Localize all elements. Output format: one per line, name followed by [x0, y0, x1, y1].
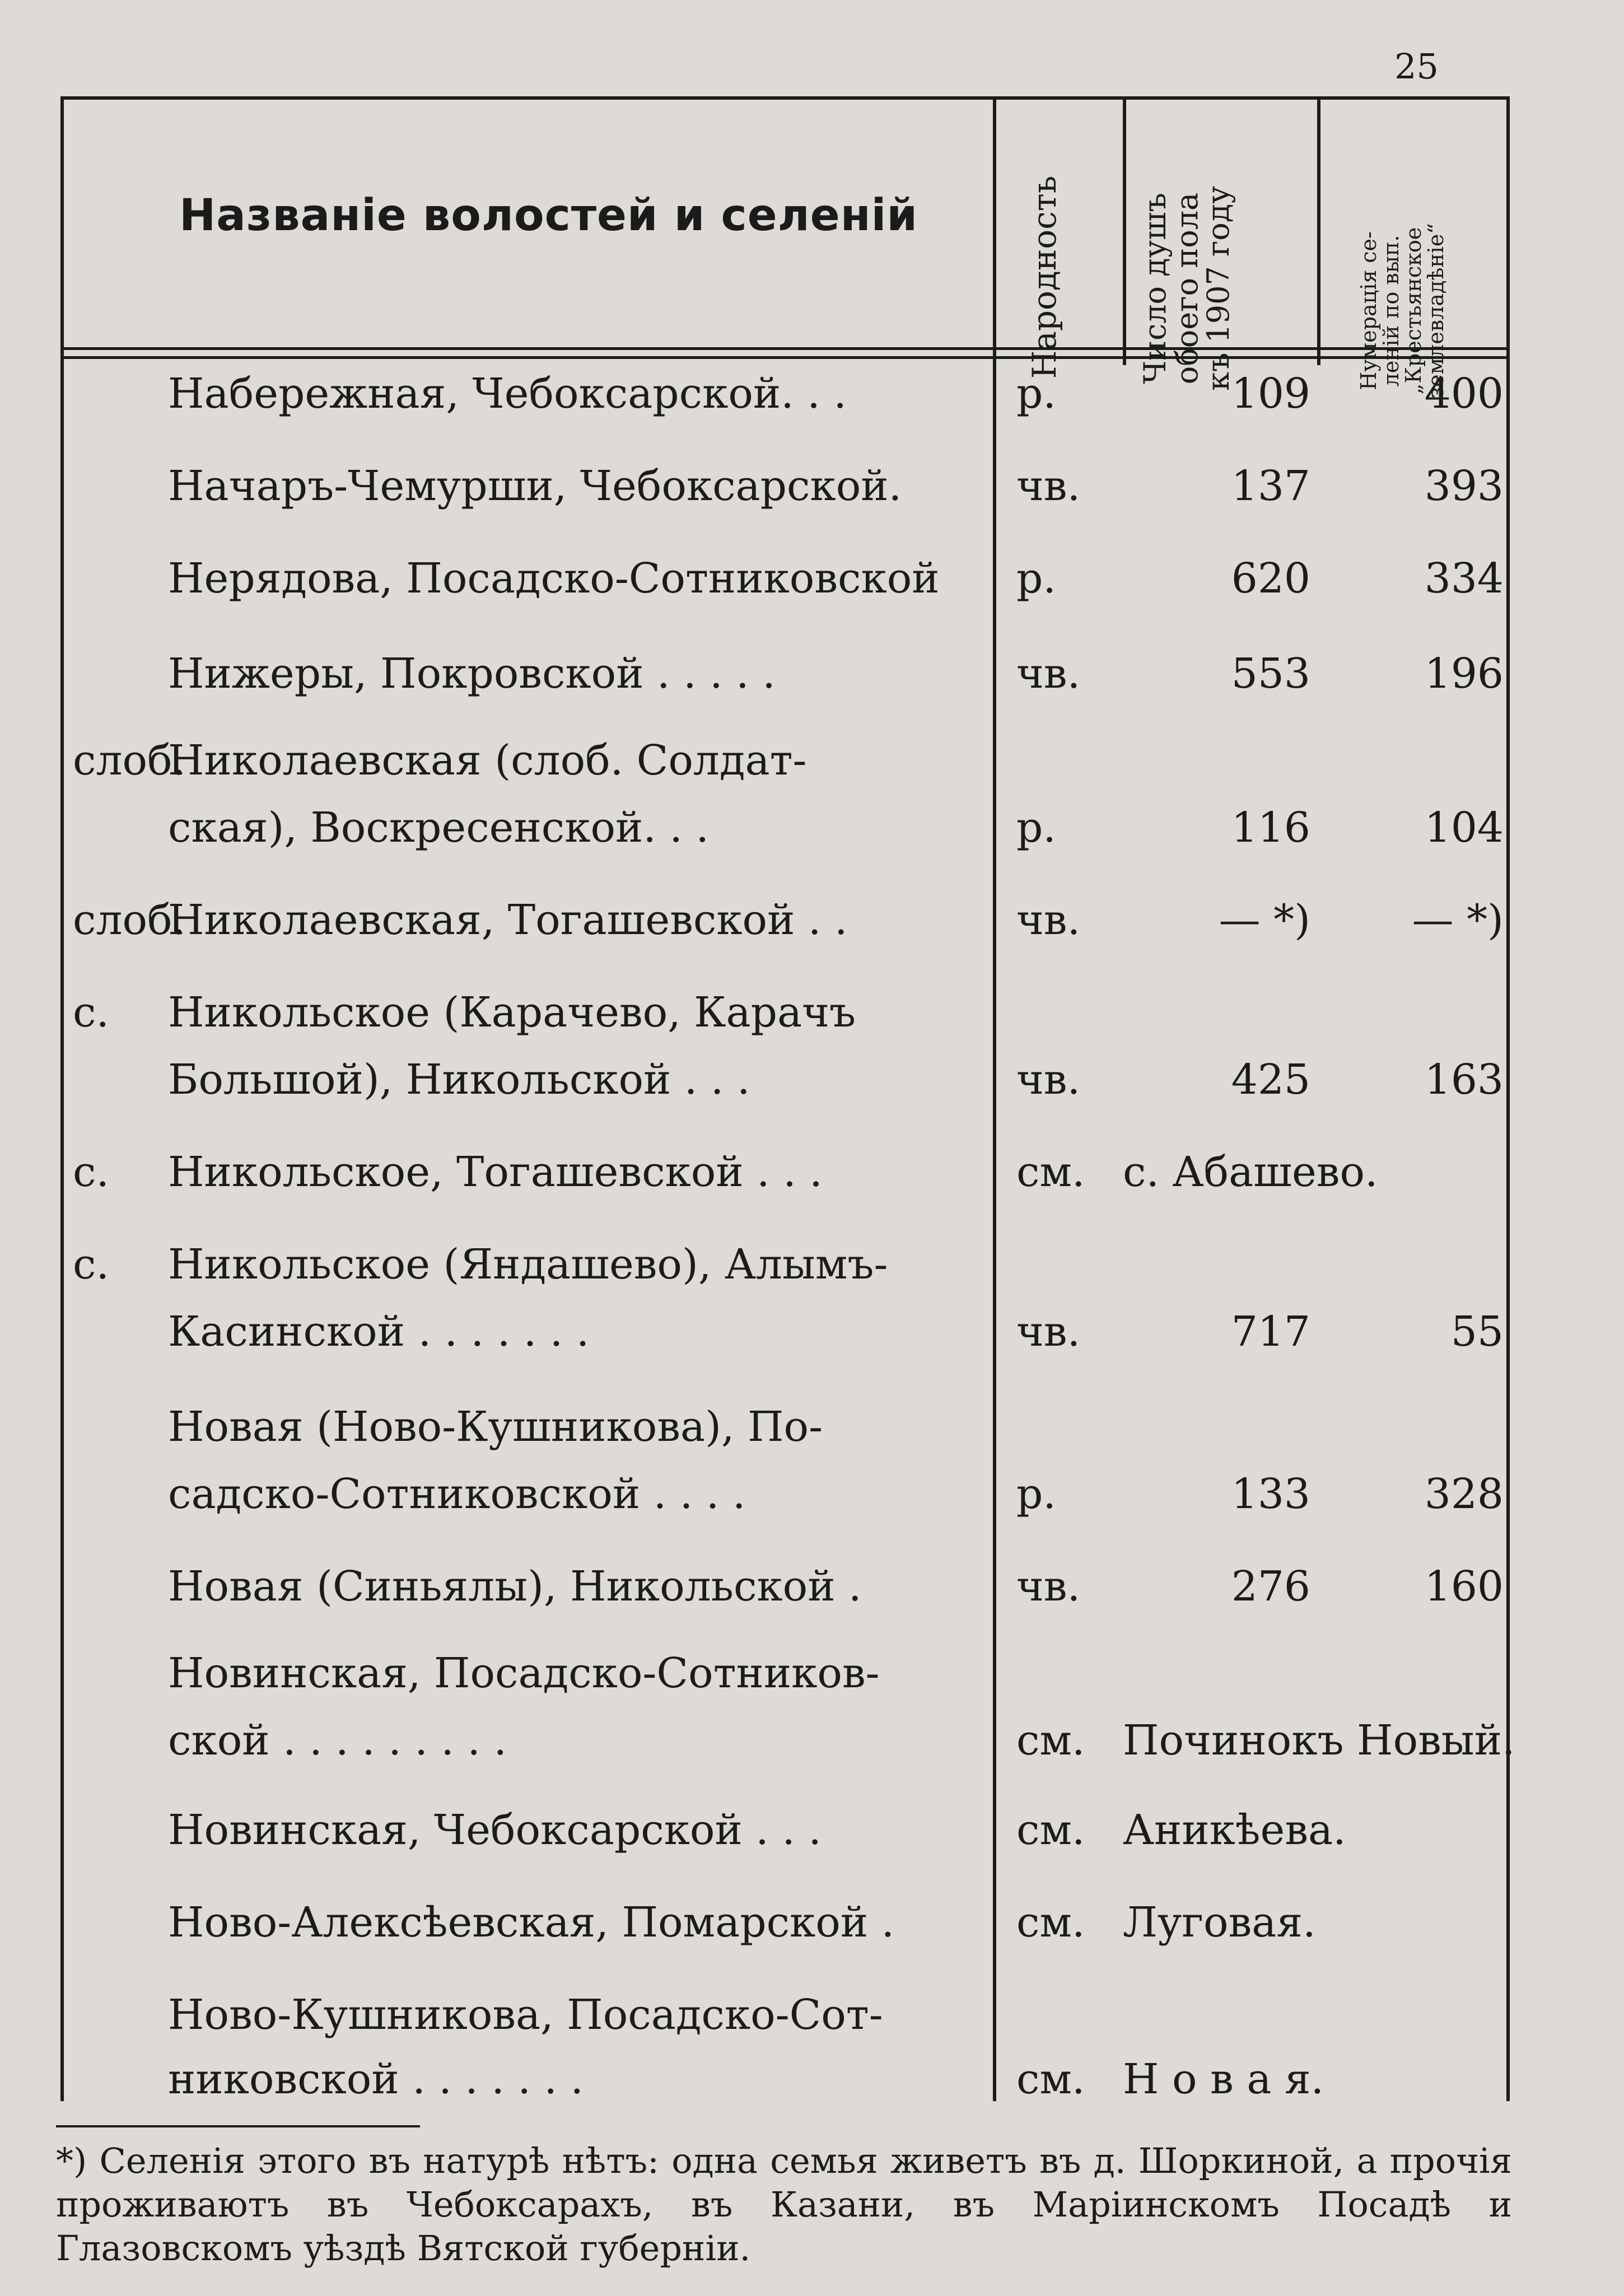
header-numbering-line: землевладѣніе“: [1423, 223, 1448, 399]
row-name: Ново-Алексѣевская, Помарской .: [168, 1898, 895, 1947]
row-nationality: чв.: [1016, 650, 1081, 698]
table-row: [0, 988, 1624, 1056]
row-nationality: чв.: [1016, 1562, 1081, 1611]
row-nationality: р.: [1016, 370, 1056, 418]
row-prefix: слоб.: [73, 896, 186, 944]
row-nationality: см.: [1016, 2055, 1085, 2103]
table-row: [0, 1562, 1624, 1630]
table-row: [0, 1991, 1624, 2058]
row-nationality: чв.: [1016, 1056, 1081, 1104]
row-name: Начаръ-Чемурши, Чебоксарской.: [168, 462, 902, 510]
table-row: [0, 736, 1624, 804]
header-souls-line: Число душъ: [1137, 193, 1173, 384]
row-name: Никольское (Яндашево), Алымъ-: [168, 1240, 888, 1289]
table-row: [0, 1806, 1624, 1873]
table-row: [0, 650, 1624, 717]
row-name: Нерядова, Посадско-Сотниковской: [168, 554, 940, 603]
header-numbering-line: леній по вып.: [1379, 235, 1404, 387]
row-name: Новая (Ново-Кушникова), По-: [168, 1403, 823, 1451]
footnote: *) Селенія этого въ натурѣ нѣтъ: одна семья живетъ въ д. Шоркиной, а прочія проживаютъ въ Чебоксарахъ, въ Казани, въ Маріинскомъ Посадѣ и Глазовскомъ уѣздѣ Вятской губерніи.: [56, 2140, 1512, 2269]
row-merged-note: Луговая.: [1123, 1898, 1316, 1947]
table-row: [0, 1716, 1624, 1784]
row-name: Новинская, Посадско-Сотников-: [168, 1649, 880, 1697]
row-name: никовской . . . . . . .: [168, 2055, 584, 2103]
row-nationality: р.: [1016, 554, 1056, 603]
row-number: 400: [1424, 370, 1504, 418]
table-row: [0, 370, 1624, 437]
row-souls: 620: [1231, 554, 1310, 603]
row-name: Набережная, Чебоксарской. . .: [168, 370, 847, 418]
table-top-rule: [60, 96, 1510, 100]
table-row: [0, 1649, 1624, 1716]
row-nationality: р.: [1016, 804, 1056, 852]
row-prefix: с.: [73, 1240, 109, 1289]
row-number: 163: [1424, 1056, 1504, 1104]
row-prefix: с.: [73, 988, 109, 1037]
page-number: 25: [1394, 46, 1439, 87]
row-souls: 717: [1231, 1308, 1310, 1356]
header-rule-1: [60, 347, 1510, 350]
row-souls: 553: [1231, 650, 1310, 698]
table-row: [0, 554, 1624, 622]
header-souls-line: обоего пола: [1169, 192, 1205, 385]
row-prefix: слоб.: [73, 736, 186, 785]
table-row: [0, 1470, 1624, 1537]
row-number: 196: [1424, 650, 1504, 698]
row-name: Новинская, Чебоксарской . . .: [168, 1806, 822, 1854]
row-number: — *): [1412, 896, 1504, 944]
row-number: 328: [1424, 1470, 1504, 1518]
row-merged-note: Починокъ Новый.: [1123, 1716, 1515, 1765]
row-name: Большой), Никольской . . .: [168, 1056, 750, 1104]
row-name: ской . . . . . . . . .: [168, 1716, 507, 1765]
header-rule-2: [60, 356, 1510, 359]
row-merged-note: Н о в а я.: [1123, 2055, 1324, 2103]
table-row: [0, 1240, 1624, 1308]
row-nationality: см.: [1016, 1806, 1085, 1854]
row-name: Новая (Синьялы), Никольской .: [168, 1562, 862, 1611]
row-number: 104: [1424, 804, 1504, 852]
row-nationality: см.: [1016, 1898, 1085, 1947]
header-souls-line: къ 1907 году: [1201, 186, 1236, 391]
row-nationality: см.: [1016, 1148, 1085, 1196]
header-numbering-line: Нумерація се-: [1356, 231, 1382, 390]
row-name: Николаевская (слоб. Солдат-: [168, 736, 807, 785]
row-name: ская), Воскресенской. . .: [168, 804, 709, 852]
footnote-rule: [56, 2125, 420, 2127]
row-number: 393: [1424, 462, 1504, 510]
row-merged-note: с. Абашево.: [1123, 1148, 1378, 1196]
table-row: [0, 1308, 1624, 1375]
row-nationality: чв.: [1016, 462, 1081, 510]
row-souls: 276: [1231, 1562, 1310, 1611]
row-name: Ново-Кушникова, Посадско-Сот-: [168, 1991, 883, 2039]
row-souls: 137: [1231, 462, 1310, 510]
row-souls: 425: [1231, 1056, 1310, 1104]
row-number: 55: [1450, 1308, 1504, 1356]
row-prefix: с.: [73, 1148, 109, 1196]
row-nationality: р.: [1016, 1470, 1056, 1518]
row-nationality: чв.: [1016, 896, 1081, 944]
header-name: Названіе волостей и селеній: [179, 190, 918, 241]
row-nationality: чв.: [1016, 1308, 1081, 1356]
row-name: Никольское (Карачево, Карачъ: [168, 988, 856, 1037]
table-row: [0, 1148, 1624, 1215]
row-name: Николаевская, Тогашевской . .: [168, 896, 848, 944]
row-name: Нижеры, Покровской . . . . .: [168, 650, 776, 698]
header-nationality-text: Народность: [1025, 175, 1063, 379]
row-souls: 133: [1231, 1470, 1310, 1518]
row-souls: — *): [1219, 896, 1310, 944]
row-souls: 109: [1231, 370, 1310, 418]
row-merged-note: Аникѣева.: [1123, 1806, 1346, 1854]
table-row: [0, 1056, 1624, 1123]
table-row: [0, 896, 1624, 963]
table-row: [0, 1898, 1624, 1966]
row-name: Никольское, Тогашевской . . .: [168, 1148, 823, 1196]
row-number: 160: [1424, 1562, 1504, 1611]
header-numbering-line: „Крестьянское: [1401, 227, 1426, 395]
row-number: 334: [1424, 554, 1504, 603]
row-name: садско-Сотниковской . . . .: [168, 1470, 746, 1518]
row-nationality: см.: [1016, 1716, 1085, 1765]
table-row: [0, 1403, 1624, 1470]
table-row: [0, 2055, 1624, 2122]
table-row: [0, 804, 1624, 871]
row-name: Касинской . . . . . . .: [168, 1308, 590, 1356]
row-souls: 116: [1231, 804, 1310, 852]
header-nationality: [991, 157, 1098, 398]
table-row: [0, 462, 1624, 529]
